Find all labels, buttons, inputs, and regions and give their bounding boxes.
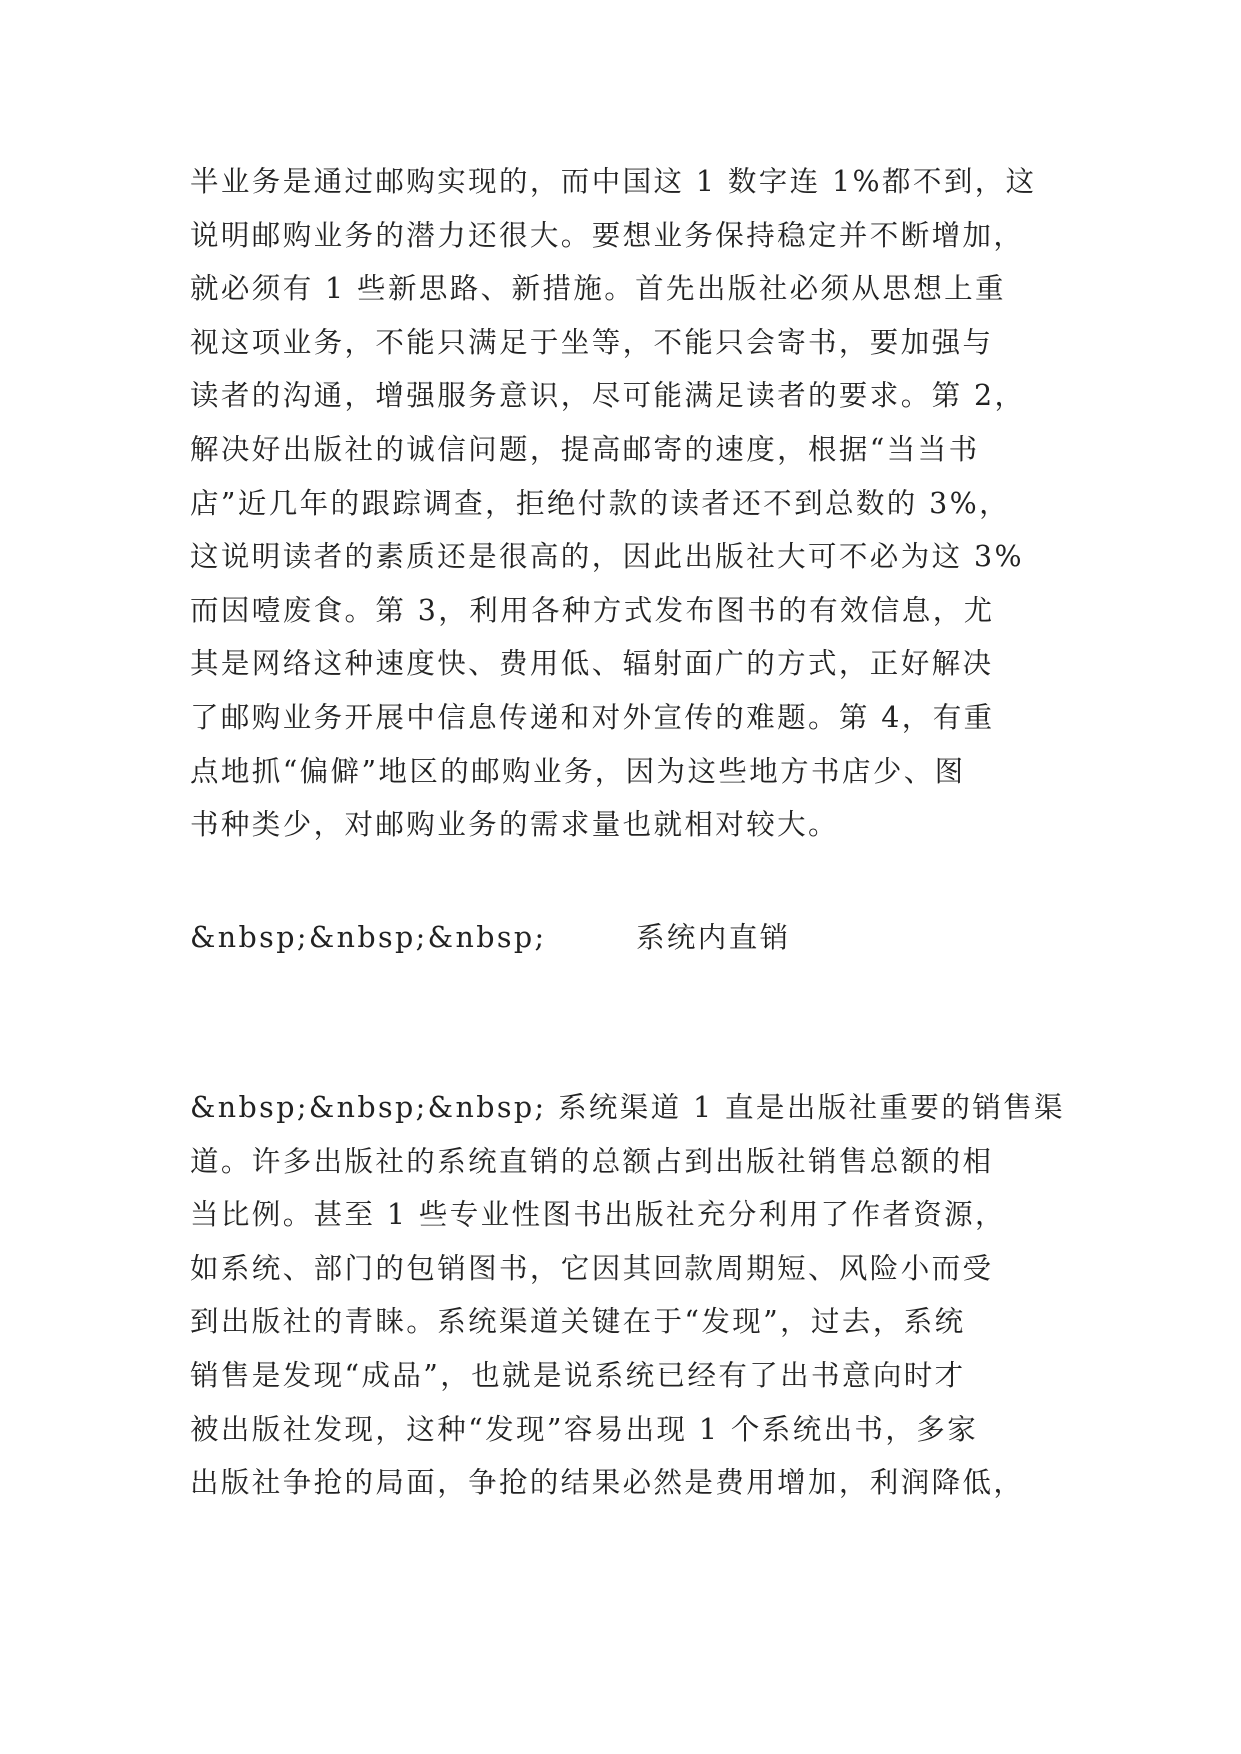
text-line: 当比例。甚至 1 些专业性图书出版社充分利用了作者资源，: [190, 1198, 1006, 1232]
section-heading-title: 系统内直销: [636, 921, 791, 954]
text-line: 出版社争抢的局面，争抢的结果必然是费用增加，利润降低，: [190, 1466, 1025, 1500]
text-line: 如系统、部门的包销图书，它因其回款周期短、风险小而受: [190, 1251, 994, 1285]
text-line: 半业务是通过邮购实现的，而中国这 1 数字连 1%都不到，这: [190, 165, 1037, 198]
text-line: 被出版社发现，这种“发现”容易出现 1 个系统出书，多家: [190, 1412, 979, 1446]
text-line: 其是网络这种速度快、费用低、辐射面广的方式，正好解决: [190, 647, 994, 681]
text-line: 道。许多出版社的系统直销的总额占到出版社销售总额的相: [190, 1144, 994, 1178]
text-line: 而因噎废食。第 3，利用各种方式发布图书的有效信息，尤: [190, 593, 995, 627]
text-line: 书种类少，对邮购业务的需求量也就相对较大。: [190, 808, 839, 842]
text-line: 视这项业务，不能只满足于坐等，不能只会寄书，要加强与: [190, 325, 994, 359]
text-line: 说明邮购业务的潜力还很大。要想业务保持稳定并不断增加，: [190, 218, 1025, 252]
text-line: 点地抓“偏僻”地区的邮购业务，因为这些地方书店少、图: [190, 754, 966, 788]
text-line: 解决好出版社的诚信问题，提高邮寄的速度，根据“当当书: [190, 433, 980, 466]
text-line: 销售是发现“成品”，也就是说系统已经有了出书意向时才: [190, 1359, 966, 1392]
text-line: 到出版社的青睐。系统渠道关键在于“发现”，过去，系统: [190, 1305, 966, 1339]
section-heading-prefix: &nbsp;&nbsp;&nbsp;: [190, 921, 547, 954]
text-line: 读者的沟通，增强服务意识，尽可能满足读者的要求。第 2，: [190, 379, 1026, 413]
text-line: &nbsp;&nbsp;&nbsp; 系统渠道 1 直是出版社重要的销售渠: [190, 1091, 1065, 1124]
text-line: 就必须有 1 些新思路、新措施。首先出版社必须从思想上重: [190, 272, 1006, 306]
text-line: 店”近几年的跟踪调查，拒绝付款的读者还不到总数的 3%，: [190, 486, 1011, 520]
text-line: 这说明读者的素质还是很高的，因此出版社大可不必为这 3%: [190, 540, 1024, 574]
text-line: 了邮购业务开展中信息传递和对外宣传的难题。第 4，有重: [190, 701, 995, 734]
